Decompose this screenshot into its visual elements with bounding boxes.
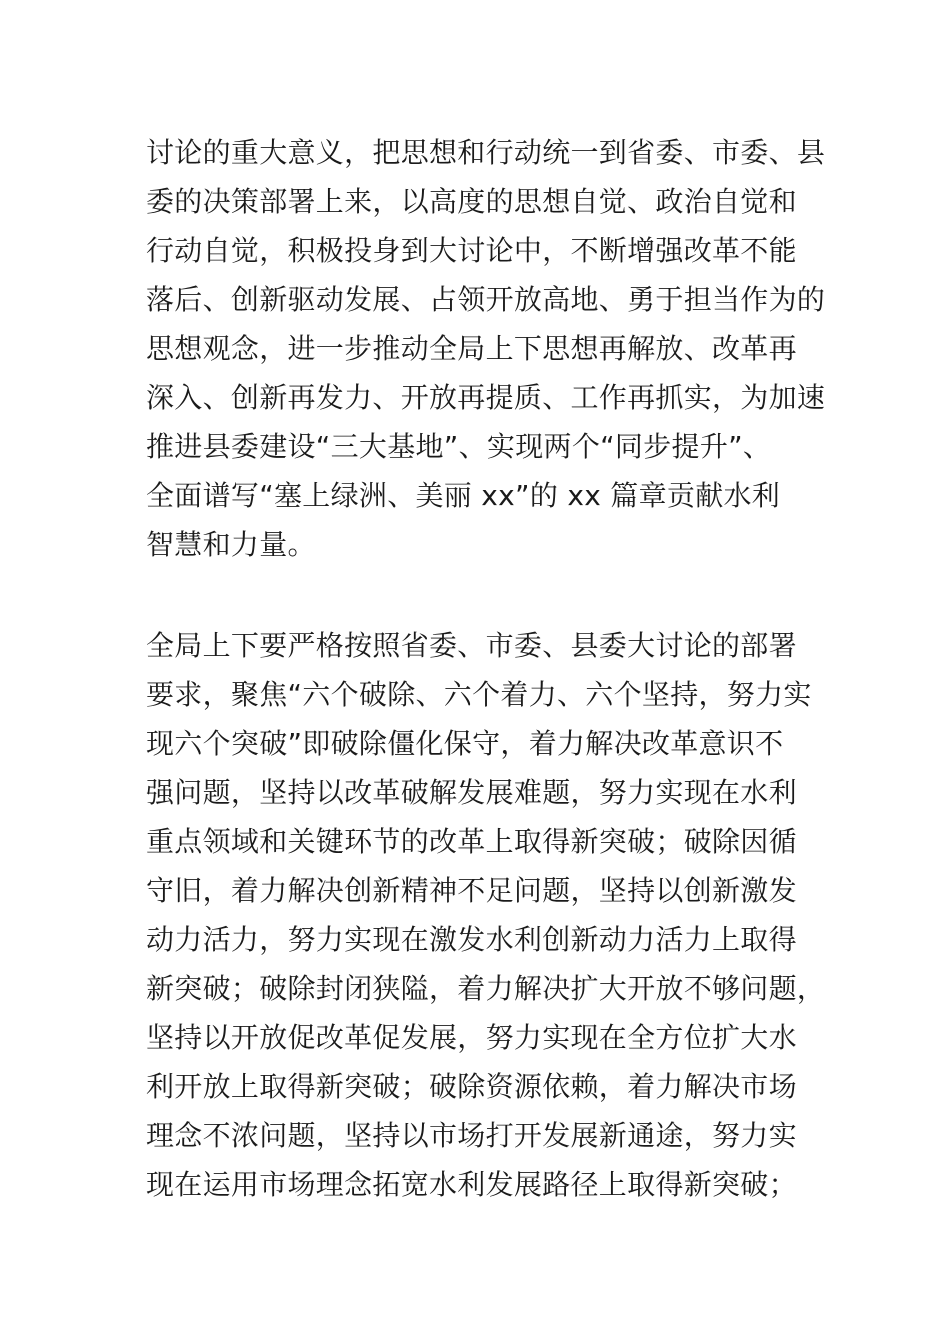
text-line: 智慧和力量。 (146, 528, 316, 561)
text-line: 现在运用市场理念拓宽水利发展路径上取得新突破； (146, 1168, 797, 1201)
text-line: 思想观念，进一步推动全局上下思想再解放、改革再 (146, 332, 797, 365)
text-line: 讨论的重大意义，把思想和行动统一到省委、市委、县 (146, 136, 826, 169)
text-line: 重点领域和关键环节的改革上取得新突破；破除因循 (146, 825, 797, 858)
paragraph-1 (146, 128, 846, 569)
text-line: 现六个突破”即破除僵化保守，着力解决改革意识不 (146, 727, 784, 760)
text-line: 理念不浓问题，坚持以市场打开发展新通途，努力实 (146, 1119, 797, 1152)
text-line: 要求，聚焦“六个破除、六个着力、六个坚持，努力实 (146, 678, 812, 711)
text-line: 动力活力，努力实现在激发水利创新动力活力上取得 (146, 923, 797, 956)
text-line: 强问题，坚持以改革破解发展难题，努力实现在水利 (146, 776, 797, 809)
text-line: 全面谱写“塞上绿洲、美丽 xx”的 xx 篇章贡献水利 (146, 479, 781, 512)
paragraph-2 (146, 621, 846, 1209)
text-line: 全局上下要严格按照省委、市委、县委大讨论的部署 (146, 629, 797, 662)
text-line: 落后、创新驱动发展、占领开放高地、勇于担当作为的 (146, 283, 826, 316)
text-line: 委的决策部署上来，以高度的思想自觉、政治自觉和 (146, 185, 797, 218)
text-line: 推进县委建设“三大基地”、实现两个“同步提升”、 (146, 430, 772, 463)
text-line: 行动自觉，积极投身到大讨论中，不断增强改革不能 (146, 234, 797, 267)
text-line: 新突破；破除封闭狭隘，着力解决扩大开放不够问题， (146, 972, 826, 1005)
text-line: 守旧，着力解决创新精神不足问题，坚持以创新激发 (146, 874, 797, 907)
text-line: 利开放上取得新突破；破除资源依赖，着力解决市场 (146, 1070, 797, 1103)
text-line: 深入、创新再发力、开放再提质、工作再抓实，为加速 (146, 381, 826, 414)
text-line: 坚持以开放促改革促发展，努力实现在全方位扩大水 (146, 1021, 797, 1054)
